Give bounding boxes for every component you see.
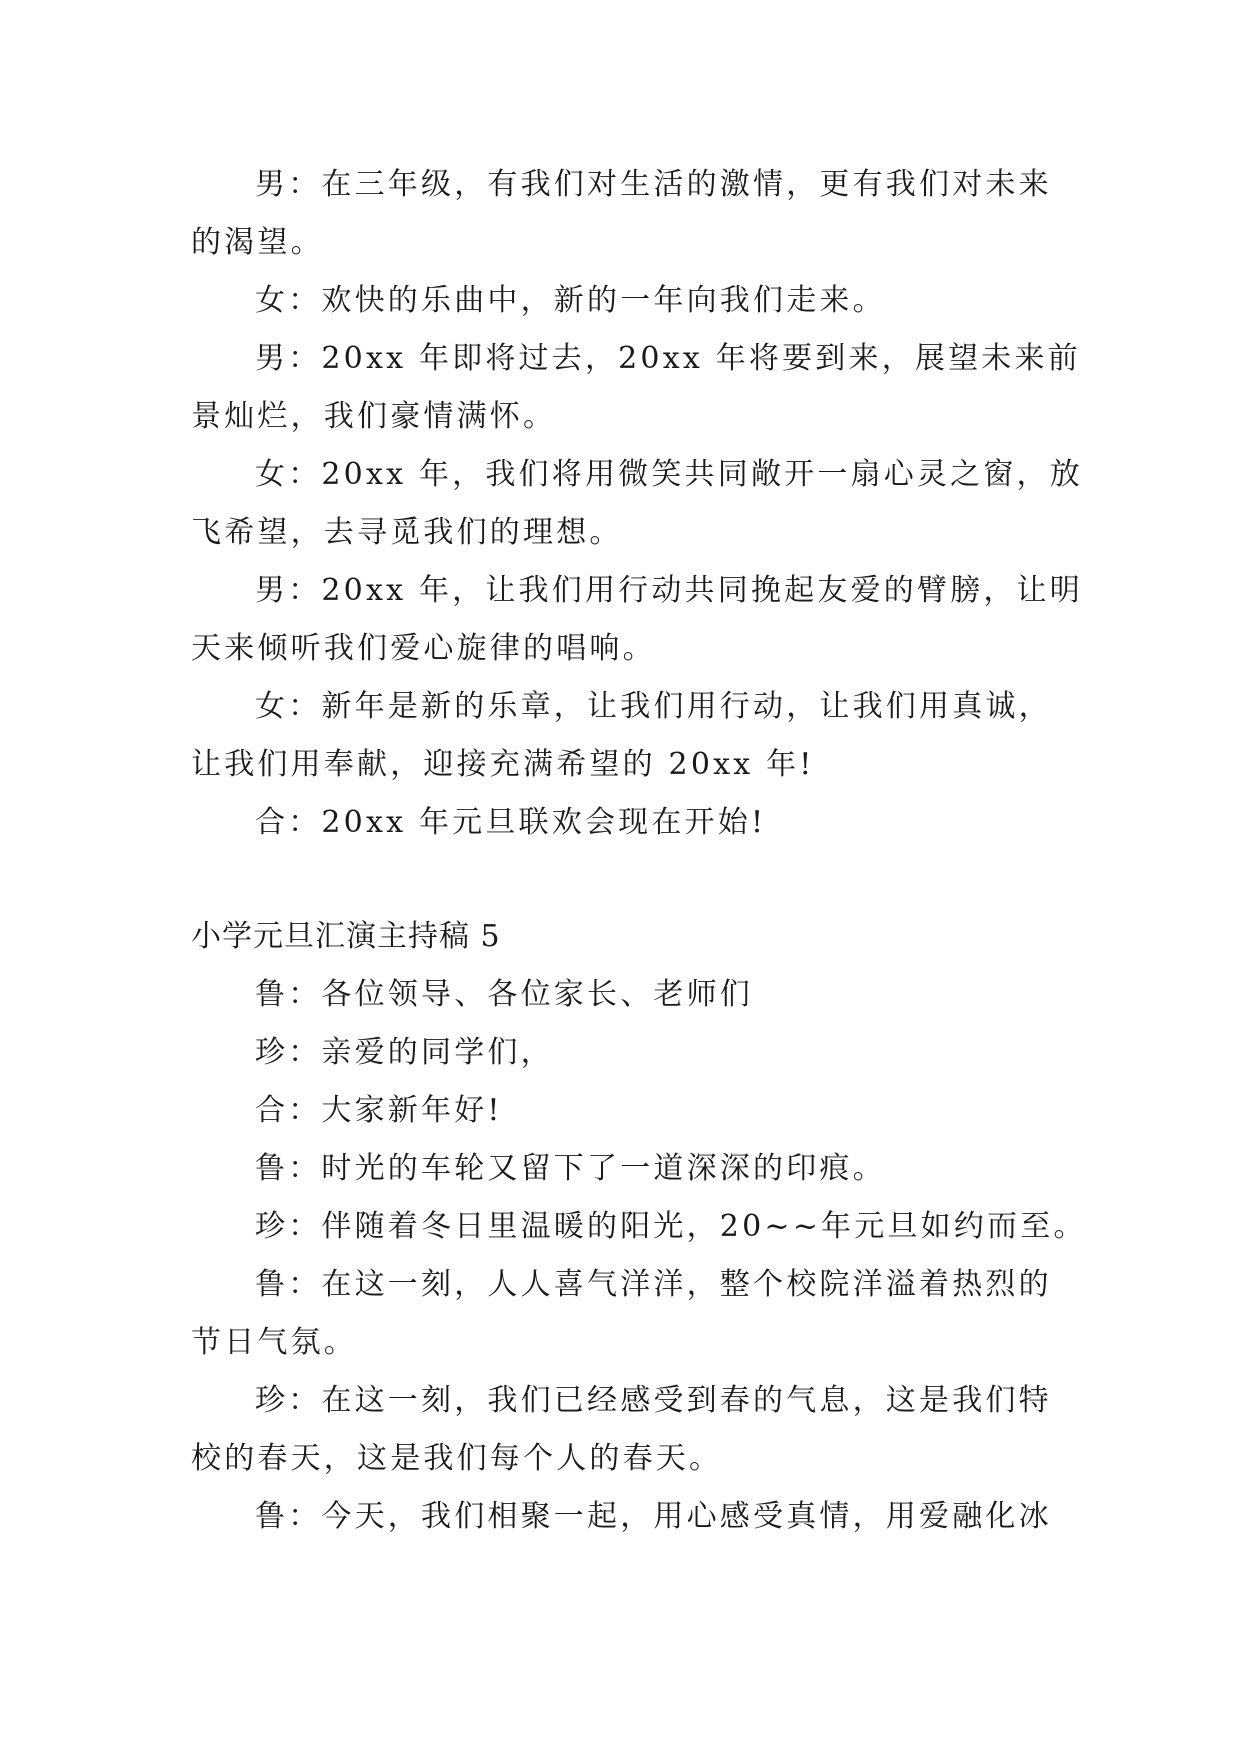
dialogue-line: 男：20xx 年，让我们用行动共同挽起友爱的臂膀，让明 [255, 573, 1083, 608]
dialogue-line-continued: 天来倾听我们爱心旋律的唱响。 [191, 631, 656, 666]
dialogue-line: 女：新年是新的乐章，让我们用行动，让我们用真诚， [255, 689, 1052, 724]
section-title: 小学元旦汇演主持稿 5 [191, 919, 501, 954]
dialogue-line: 鲁：在这一刻，人人喜气洋洋，整个校院洋溢着热烈的 [255, 1267, 1052, 1302]
script-part-1 [191, 156, 1083, 852]
dialogue-line: 合：大家新年好! [255, 1093, 503, 1128]
section-heading-block [191, 908, 1051, 966]
dialogue-line-continued: 飞希望，去寻觅我们的理想。 [191, 515, 623, 550]
dialogue-line-continued: 校的春天，这是我们每个人的春天。 [191, 1441, 723, 1476]
dialogue-line-continued: 景灿烂，我们豪情满怀。 [191, 399, 557, 434]
dialogue-line-continued: 的渴望。 [191, 225, 324, 260]
dialogue-line: 女：欢快的乐曲中，新的一年向我们走来。 [255, 283, 886, 318]
dialogue-line: 鲁：今天，我们相聚一起，用心感受真情，用爱融化冰 [255, 1499, 1052, 1534]
dialogue-line: 鲁：各位领导、各位家长、老师们 [255, 977, 753, 1012]
dialogue-line: 男：在三年级，有我们对生活的激情，更有我们对未来 [255, 167, 1052, 202]
dialogue-line: 珍：在这一刻，我们已经感受到春的气息，这是我们特 [255, 1383, 1052, 1418]
dialogue-line: 鲁：时光的车轮又留下了一道深深的印痕。 [255, 1151, 886, 1186]
dialogue-line-continued: 节日气氛。 [191, 1325, 357, 1360]
dialogue-line-continued: 让我们用奉献，迎接充满希望的 20xx 年! [191, 747, 815, 782]
dialogue-line: 女：20xx 年，我们将用微笑共同敞开一扇心灵之窗，放 [255, 457, 1083, 492]
dialogue-line: 合：20xx 年元旦联欢会现在开始! [255, 805, 767, 840]
dialogue-line: 男：20xx 年即将过去，20xx 年将要到来，展望未来前 [255, 341, 1081, 376]
dialogue-line: 珍：亲爱的同学们， [255, 1035, 554, 1070]
dialogue-line: 珍：伴随着冬日里温暖的阳光，20~~年元旦如约而至。 [255, 1209, 1087, 1244]
script-part-2 [191, 966, 1087, 1546]
